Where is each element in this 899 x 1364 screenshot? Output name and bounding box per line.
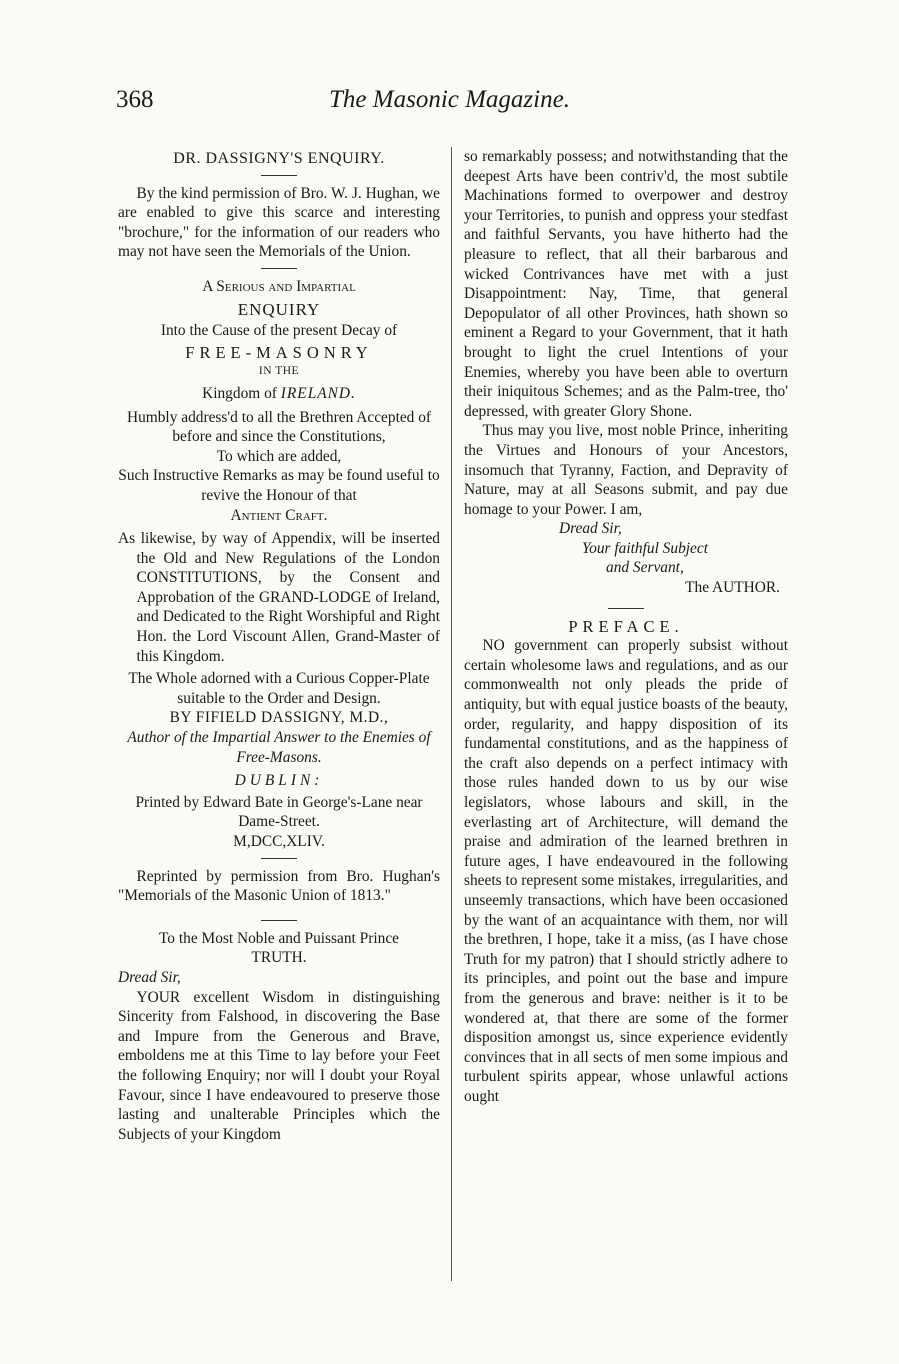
title-line-7: Humbly address'd to all the Brethren Accepted of before and since the Constitutions, (126, 408, 432, 446)
divider (608, 608, 644, 609)
column-divider (451, 147, 452, 1281)
title-line-6a: Kingdom of (202, 384, 281, 402)
dedication-line-2: TRUTH. (251, 949, 307, 967)
title-line-12: The Whole adorned with a Curious Copper-Plate suitable to the Order and Design. (128, 670, 430, 707)
imprint-printer: Printed by Edward Bate in George's-Lane near Dame-Street. (135, 793, 423, 831)
divider (261, 858, 297, 859)
page-number: 368 (116, 86, 154, 113)
preface-body: NO government can properly subsist without certain wholesome laws and regulations, and as our commonwealth not only pleads the pride of antiquity, but with equal justice boasts of the beauty, order, regularity, and happy disposition of its fundamental constitutions, and as the happiness of the craft also depends on a perfect intimacy with those rules handed down to us by our wise legislators, whose labours and skill, in the everlasting art of Architecture, will demand the praise and admiration of the learned brethren in future ages, I have endeavoured in the following sheets to represent some mistakes, irregularities, and unseemly transactions, which have been occasioned by the want of an acquaintance with them, nor will the brethren, I hope, take it a miss, (as I have chose Truth for my patron) that I should strictly adhere to its principles, and point out the base and impure from the generous and brave: neither is it to be wondered at, that there are some of the former disposition amongst us, since experience evidently convinces that in all sects of men some impious and turbulent spirits appear, whose unlawful actions ought (464, 637, 788, 1105)
salutation: Dread Sir, (118, 968, 181, 986)
left-column (118, 147, 440, 1144)
imprint-city: DUBLIN: (234, 772, 324, 790)
title-line-4: FREE-MASONRY (185, 342, 373, 362)
imprint-year: M,DCC,XLIV. (233, 833, 325, 850)
reprint-note: Reprinted by permission from Bro. Hughan's "Memorials of the Masonic Union of 1813." (118, 867, 440, 905)
intro-paragraph: By the kind permission of Bro. W. J. Hughan, we are enabled to give this scarce and interesting "brochure," for the information of our readers who may not have seen the Memorials of the Union. (118, 184, 440, 261)
dedication-closing: Thus may you live, most noble Prince, inheriting the Virtues and Honours of your Ancestors, insomuch that Tyranny, Faction, and Depravity of Nature, may at all Seasons submit, and pay due homage to your Power. I am, (464, 422, 788, 518)
author-credit: Author of the Impartial Answer to the Enemies of Free-Masons. (127, 729, 431, 766)
title-line-2: ENQUIRY (237, 299, 321, 319)
divider (261, 175, 297, 176)
title-line-11: As likewise, by way of Appendix, will be inserted the Old and New Regulations of the London CONSTITUTIONS, by the Consent and Approbation of the GRAND-LODGE of Ireland, and Dedicated to the Right Worshipful and Right Hon. the Lord Viscount Allen, Grand-Master of this Kingdom. (118, 530, 440, 665)
dedication-body: YOUR excellent Wisdom in distinguishing Sincerity from Falshood, in discovering the Base and Impure from the Generous and Brave, emboldens me at this Time to lay before your Feet the following Enquiry; nor will I doubt your Royal Favour, since I have endeavoured to preserve those lasting and unalterable Principles which the Subjects of your Kingdom (118, 988, 440, 1143)
dedication-continued: so remarkably possess; and notwithstanding that the deepest Arts have been contriv'd, the most subtile Machinations formed to overpower and destroy your Territories, to punish and oppress your stedfast and faithful Servants, you have hitherto had the pleasure to reflect, that all their barbarous and wicked Contrivances have met with a just Disappointment: Nay, Time, that general Depopulator of all other Provinces, hath shown so eminent a Regard to your Government, that it hath brought to light the cruel Intentions of your Enemies, whereby you have been able to overturn their iniquitous Schemes; and as the Palm-tree, tho' depressed, with greater Glory Shone. (464, 148, 788, 420)
article-heading: DR. DASSIGNY'S ENQUIRY. (173, 150, 385, 167)
running-title: The Masonic Magazine. (329, 86, 570, 113)
title-line-3: Into the Cause of the present Decay of (160, 322, 398, 340)
divider (261, 268, 297, 269)
title-line-9: Such Instructive Remarks as may be found useful to revive the Honour of that (118, 467, 440, 504)
title-line-6 (118, 384, 440, 404)
title-line-10: Antient Craft. (230, 506, 328, 524)
divider (261, 920, 297, 921)
title-line-6b: IRELAND. (280, 384, 356, 402)
signature-line-2: Your faithful Subject (582, 539, 708, 557)
dedication-line-1: To the Most Noble and Puissant Prince (158, 929, 400, 947)
page-header (116, 86, 783, 126)
title-line-1: A Serious and Impartial (202, 277, 356, 295)
title-line-8: To which are added, (216, 447, 342, 465)
title-line-5: IN THE (258, 365, 300, 378)
author-line: BY FIFIELD DASSIGNY, M.D., (169, 709, 389, 727)
signature-line-3: and Servant, (606, 559, 684, 577)
preface-title: PREFACE. (568, 616, 684, 636)
right-column (464, 147, 788, 1107)
signature-line-1: Dread Sir, (559, 520, 622, 538)
signature-line-4: The AUTHOR. (685, 579, 780, 597)
